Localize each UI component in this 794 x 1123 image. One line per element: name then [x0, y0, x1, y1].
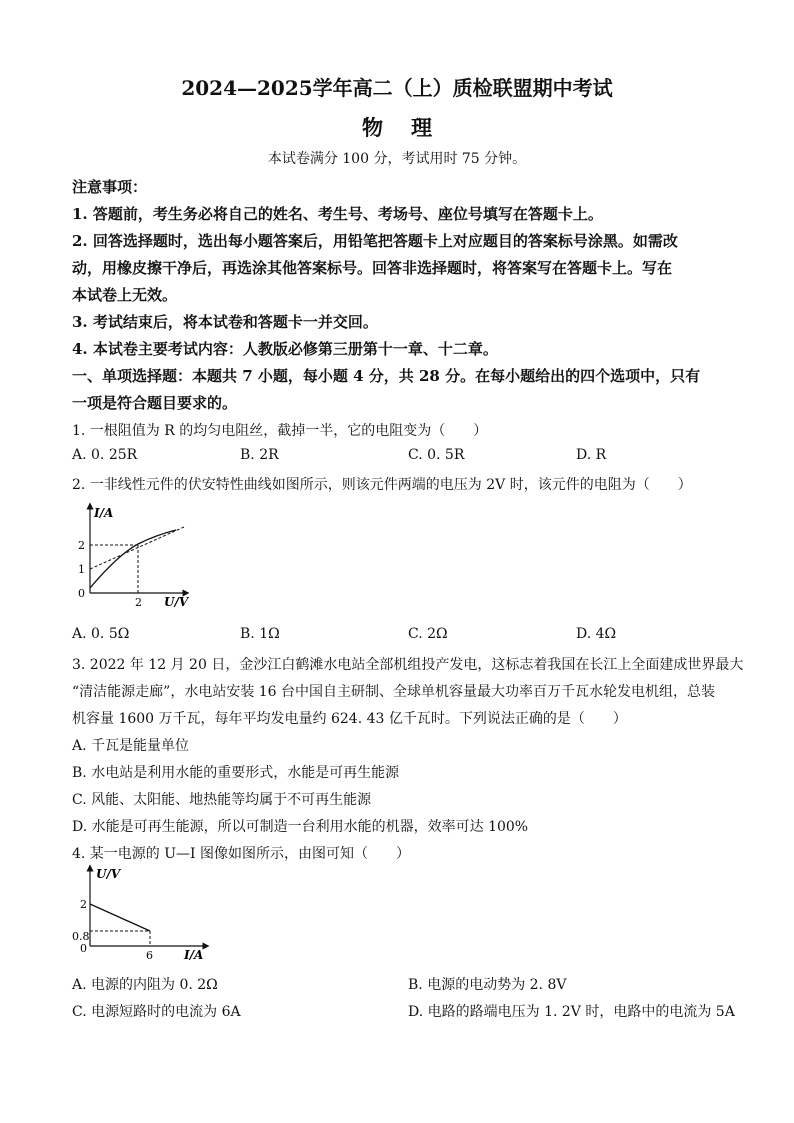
q2-ylabel: I/A [94, 506, 114, 520]
q2-tick-x2: 2 [135, 596, 142, 609]
q3-option-a: A. 千瓦是能量单位 [72, 738, 190, 754]
q2-iv-graph [72, 500, 192, 612]
note-2-line3: 本试卷上无效。 [72, 286, 178, 304]
q1-option-d: D. R [576, 447, 607, 463]
q4-tick-y2: 2 [80, 898, 87, 911]
notes-heading: 注意事项： [72, 178, 148, 196]
q4-tick-x6: 6 [146, 949, 153, 962]
q2-curve [90, 530, 176, 588]
q4-option-d: D. 电路的路端电压为 1. 2V 时，电路中的电流为 5A [408, 1004, 735, 1020]
q4-option-b: B. 电源的电动势为 2. 8V [408, 977, 567, 993]
q2-option-a: A. 0. 5Ω [72, 626, 130, 642]
q3-stem-line1: 3. 2022 年 12 月 20 日，金沙江白鹤滩水电站全部机组投产发电，这标志着我国在长江上全面建成世界最大 [72, 657, 744, 673]
q4-option-c: C. 电源短路时的电流为 6A [72, 1004, 241, 1020]
q3-stem-line3: 机容量 1600 万千瓦，每年平均发电量约 624. 43 亿千瓦时。下列说法正确的是（ ） [72, 711, 627, 727]
q2-xlabel: U/V [164, 595, 189, 609]
q1-option-c: C. 0. 5R [408, 447, 465, 463]
q3-option-c: C. 风能、太阳能、地热能等均属于不可再生能源 [72, 792, 372, 808]
q3-option-b: B. 水电站是利用水能的重要形式，水能是可再生能源 [72, 765, 400, 781]
exam-title: 2024—2025学年高二（上）质检联盟期中考试 [181, 76, 613, 100]
q4-option-a: A. 电源的内阻为 0. 2Ω [72, 977, 218, 993]
q4-ui-graph [72, 864, 212, 964]
q1-option-a: A. 0. 25R [72, 447, 138, 463]
q2-stem: 2. 一非线性元件的伏安特性曲线如图所示，则该元件两端的电压为 2V 时，该元件的电阻为（ ） [72, 477, 692, 493]
q1-stem: 1. 一根阻值为 R 的均匀电阻丝，截掉一半，它的电阻变为（ ） [72, 423, 488, 439]
note-3: 3. 考试结束后，将本试卷和答题卡一并交回。 [72, 313, 378, 331]
q3-option-d: D. 水能是可再生能源，所以可制造一台利用水能的机器，效率可达 100% [72, 819, 529, 835]
note-1: 1. 答题前，考生务必将自己的姓名、考生号、考场号、座位号填写在答题卡上。 [72, 205, 603, 223]
q4-stem: 4. 某一电源的 U—I 图像如图所示，由图可知（ ） [72, 846, 411, 862]
q4-xlabel: I/A [184, 948, 204, 962]
exam-info: 本试卷满分 100 分，考试用时 75 分钟。 [267, 151, 527, 167]
note-2-line2: 动，用橡皮擦干净后，再选涂其他答案标号。回答非选择题时，将答案写在答题卡上。写在 [72, 259, 673, 277]
q1-option-b: B. 2R [240, 447, 279, 463]
q2-tick-y2: 2 [78, 539, 85, 552]
q4-tick-y08: 0.8 [72, 930, 90, 943]
q2-tangent-line [90, 527, 184, 569]
q2-option-d: D. 4Ω [576, 626, 617, 642]
note-4: 4. 本试卷主要考试内容：人教版必修第三册第十一章、十二章。 [72, 340, 498, 358]
section1-heading-line2: 一项是符合题目要求的。 [72, 394, 238, 412]
q2-option-b: B. 1Ω [240, 626, 280, 642]
q4-line [90, 904, 150, 931]
section1-heading-line1: 一、单项选择题：本题共 7 小题，每小题 4 分，共 28 分。在每小题给出的四个选项中，只有 [72, 367, 701, 385]
note-2-line1: 2. 回答选择题时，选出每小题答案后，用铅笔把答题卡上对应题目的答案标号涂黑。如需改 [72, 232, 678, 250]
q4-origin: 0 [80, 942, 87, 955]
subject-title: 物理 [362, 115, 460, 140]
q2-tick-y1: 1 [78, 563, 85, 576]
q2-origin: 0 [78, 587, 85, 600]
q4-ylabel: U/V [96, 867, 121, 881]
q3-stem-line2: “清洁能源走廊”，水电站安装 16 台中国自主研制、全球单机容量最大功率百万千瓦水轮发电机组，总装 [72, 684, 716, 700]
q2-option-c: C. 2Ω [408, 626, 448, 642]
